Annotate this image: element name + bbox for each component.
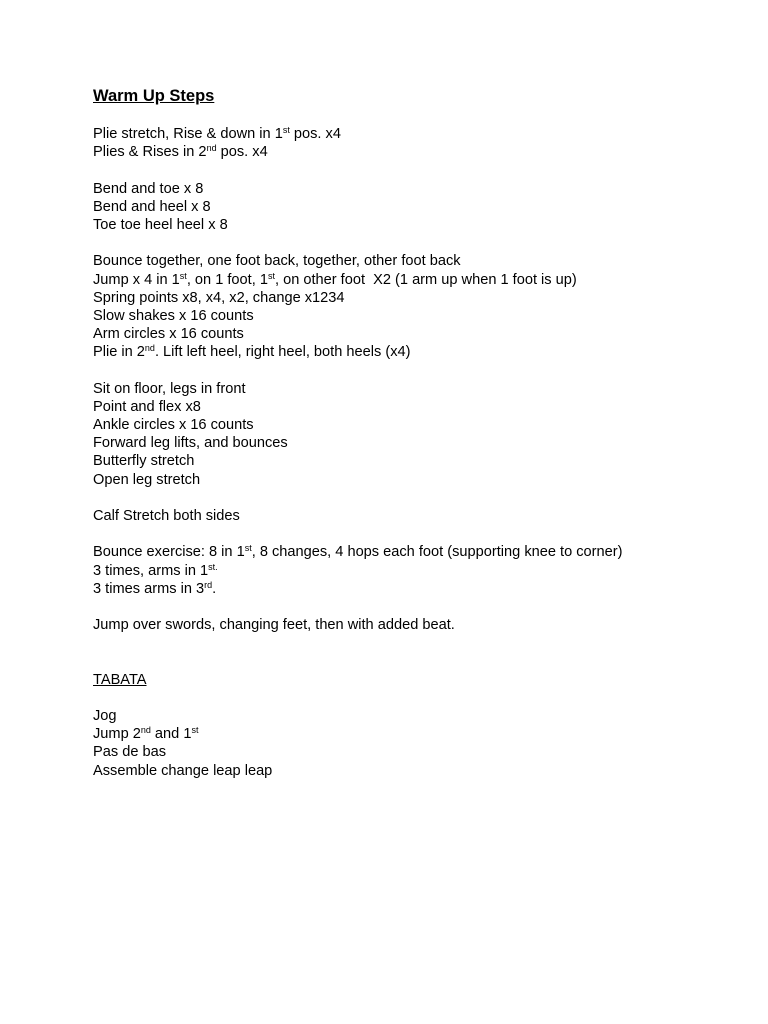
line-text: Bounce exercise: 8 in 1: [93, 544, 245, 561]
blank-line: [93, 489, 733, 507]
line-text: , 8 changes, 4 hops each foot (supporting knee to corner): [251, 544, 623, 561]
line-text: .: [212, 580, 217, 597]
tabata-line: [93, 762, 733, 780]
step-line: [93, 180, 733, 198]
line-text: Jump x 4 in 1: [93, 271, 180, 288]
step-line: [93, 307, 733, 325]
step-line: [93, 471, 733, 489]
superscript: st.: [208, 561, 218, 572]
document-page: [93, 86, 733, 780]
superscript: nd: [144, 343, 155, 354]
blank-line: [93, 234, 733, 252]
line-text: and 1: [150, 726, 192, 743]
line-text: Pas de bas: [93, 744, 167, 761]
superscript: st: [191, 725, 199, 736]
line-text: Ankle circles x 16 counts: [93, 417, 254, 433]
superscript: st: [282, 125, 290, 135]
line-text: Assemble change leap leap: [93, 762, 273, 779]
step-line: [93, 398, 733, 416]
blank-line: [93, 525, 733, 543]
step-line: [93, 416, 733, 434]
line-text: Arm circles x 16 counts: [93, 326, 244, 343]
line-text: Plie stretch, Rise & down in 1: [93, 126, 283, 142]
tabata-line: [93, 707, 733, 725]
step-line: [93, 216, 733, 234]
line-text: pos. x4: [216, 144, 268, 161]
line-text: . Lift left heel, right heel, both heels (x4): [154, 344, 411, 361]
superscript: st: [267, 270, 275, 281]
blank-line: [93, 689, 733, 707]
tabata-list: [93, 707, 733, 780]
line-text: Jump 2: [93, 726, 141, 743]
blank-line: [93, 598, 733, 616]
line-text: Bend and toe x 8: [93, 180, 204, 197]
step-line: [93, 271, 733, 289]
line-text: , on 1 foot, 1: [186, 271, 268, 288]
line-text: Sit on floor, legs in front: [93, 380, 246, 397]
section-spacer: [93, 634, 733, 670]
line-text: Plies & Rises in 2: [93, 144, 207, 161]
step-line: [93, 580, 733, 598]
step-line: [93, 543, 733, 561]
line-text: 3 times arms in 3: [93, 580, 205, 597]
page-title: Warm Up Steps: [93, 87, 215, 105]
step-line: [93, 562, 733, 580]
blank-line: [93, 161, 733, 179]
superscript: nd: [206, 143, 217, 154]
tabata-line: [93, 725, 733, 743]
line-text: Calf Stretch both sides: [93, 507, 240, 524]
line-text: Open leg stretch: [93, 471, 201, 488]
step-line: [93, 252, 733, 270]
section-heading-tabata: TABATA: [93, 671, 147, 688]
line-text: Forward leg lifts, and bounces: [93, 435, 288, 452]
superscript: st: [244, 543, 252, 554]
superscript: st: [179, 270, 187, 281]
step-line: [93, 507, 733, 525]
step-line: [93, 434, 733, 452]
step-line: [93, 343, 733, 361]
step-line: [93, 380, 733, 398]
warm-up-steps-list: [93, 125, 733, 634]
line-text: Slow shakes x 16 counts: [93, 307, 254, 324]
blank-line: [93, 361, 733, 379]
line-text: Plie in 2: [93, 344, 145, 361]
line-text: 3 times, arms in 1: [93, 562, 209, 579]
line-text: Spring points x8, x4, x2, change x1234: [93, 289, 345, 306]
step-line: [93, 616, 733, 634]
superscript: rd: [204, 579, 213, 590]
line-text: Point and flex x8: [93, 398, 201, 415]
step-line: [93, 143, 733, 161]
line-text: Jog: [93, 708, 117, 725]
step-line: [93, 325, 733, 343]
line-text: Jump over swords, changing feet, then with added beat.: [93, 617, 455, 634]
step-line: [93, 452, 733, 470]
superscript: nd: [140, 725, 151, 736]
line-text: Bend and heel x 8: [93, 198, 211, 215]
line-text: Toe toe heel heel x 8: [93, 216, 228, 233]
line-text: Bounce together, one foot back, together, other foot back: [93, 253, 461, 270]
step-line: [93, 125, 733, 143]
line-text: pos. x4: [289, 126, 341, 142]
step-line: [93, 289, 733, 307]
tabata-line: [93, 743, 733, 761]
line-text: , on other foot X2 (1 arm up when 1 foot is up): [274, 271, 577, 288]
step-line: [93, 198, 733, 216]
line-text: Butterfly stretch: [93, 453, 195, 470]
